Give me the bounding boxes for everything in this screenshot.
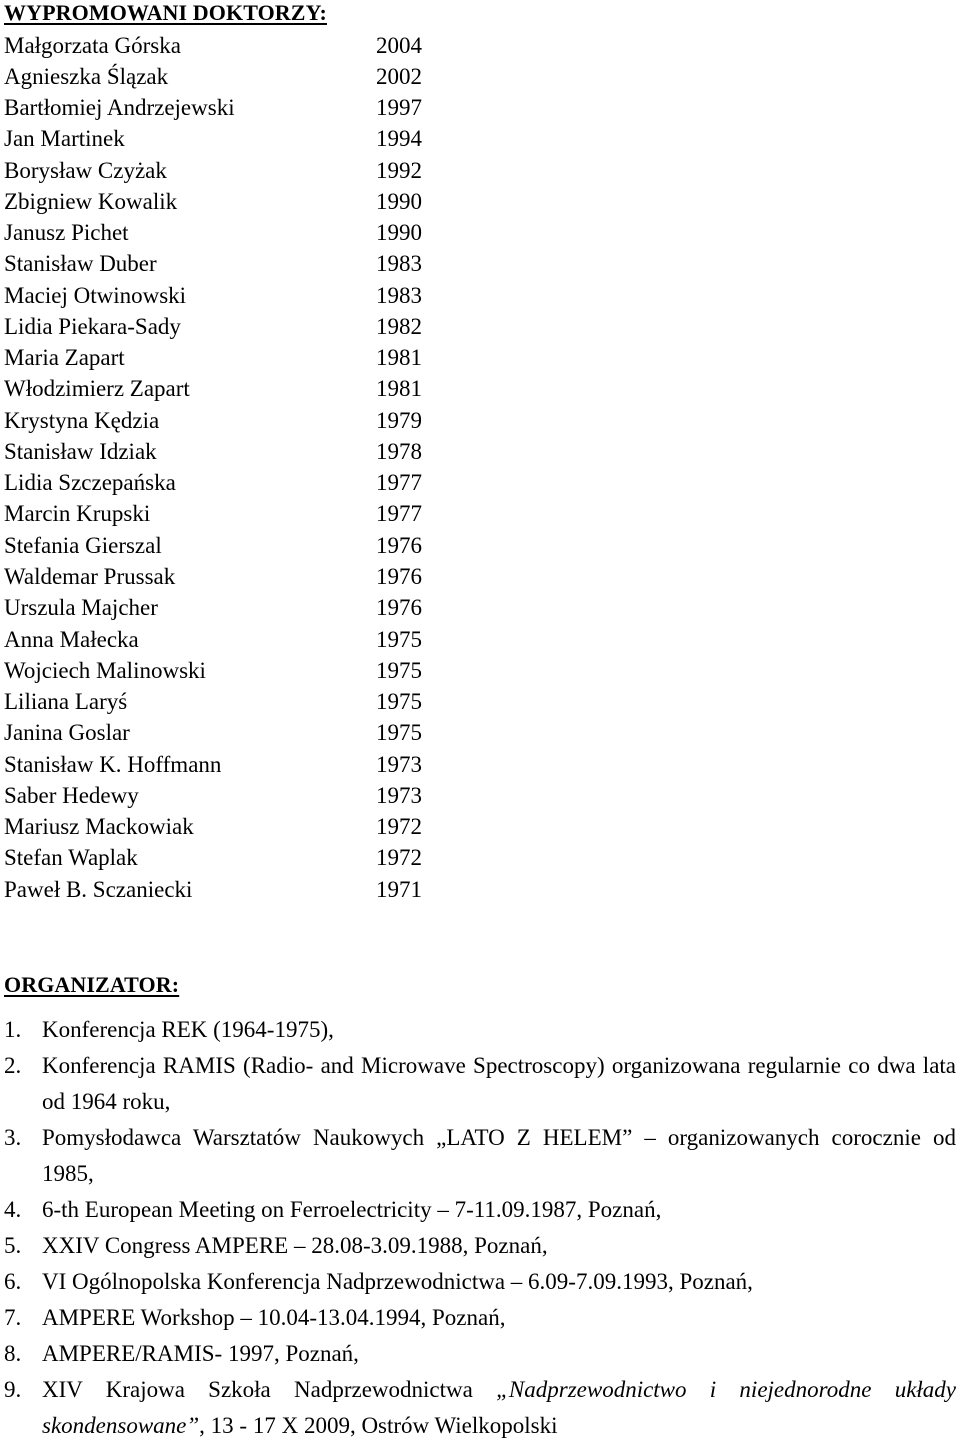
doctor-row <box>4 686 444 717</box>
doctor-row <box>4 780 444 811</box>
doctor-name: Lidia Szczepańska <box>4 470 176 496</box>
doctor-name: Stanisław Duber <box>4 251 157 277</box>
organizer-item-text-end: , 13 - 17 X 2009, Ostrów Wielkopolski <box>199 1413 558 1438</box>
organizer-item-text: Konferencja RAMIS (Radio- and Microwave Spectroscopy) organizowana regularnie co dwa lata od 1964 roku, <box>42 1053 956 1114</box>
doctor-year: 1977 <box>376 501 422 527</box>
doctor-name: Maciej Otwinowski <box>4 282 187 308</box>
doctor-row <box>4 61 444 92</box>
doctor-name: Stefania Gierszal <box>4 532 162 558</box>
organizer-item-text: XXIV Congress AMPERE – 28.08-3.09.1988, Poznań, <box>42 1233 548 1258</box>
organizer-item-number: 5. <box>4 1233 22 1258</box>
organizer-item-number: 9. <box>4 1377 22 1402</box>
doctor-year: 1977 <box>376 470 422 496</box>
doctor-year: 1976 <box>376 595 422 621</box>
organizer-item-text: AMPERE Workshop – 10.04-13.04.1994, Poznań, <box>42 1305 506 1330</box>
doctor-name: Stefan Waplak <box>4 845 138 871</box>
doctor-name: Marcin Krupski <box>4 501 151 527</box>
doctor-name: Waldemar Prussak <box>4 564 176 590</box>
doctor-name: Stanisław Idziak <box>4 438 157 464</box>
doctor-year: 1975 <box>376 626 422 652</box>
doctor-row <box>4 217 444 248</box>
organizer-item-text-italic: „Nadprzewodnictwo i niejednorodne układy skondensowane” <box>42 1377 956 1438</box>
doctor-row <box>4 530 444 561</box>
doctor-row <box>4 405 444 436</box>
doctor-year: 1975 <box>376 720 422 746</box>
organizer-item <box>4 1012 956 1048</box>
doctor-row <box>4 92 444 123</box>
doctor-year: 1997 <box>376 95 422 121</box>
doctor-year: 1973 <box>376 751 422 777</box>
doctor-name: Bartłomiej Andrzejewski <box>4 95 235 121</box>
organizer-item <box>4 1120 956 1192</box>
doctors-list <box>4 30 444 905</box>
doctor-row <box>4 811 444 842</box>
doctor-year: 1979 <box>376 407 422 433</box>
doctor-year: 1994 <box>376 126 422 152</box>
doctor-row <box>4 749 444 780</box>
doctor-row <box>4 467 444 498</box>
organizer-item-text: 6-th European Meeting on Ferroelectricity – 7-11.09.1987, Poznań, <box>42 1197 662 1222</box>
organizer-heading: ORGANIZATOR: <box>4 972 180 997</box>
organizer-item-number: 7. <box>4 1305 22 1330</box>
organizer-item <box>4 1228 956 1264</box>
doctor-row <box>4 624 444 655</box>
doctor-row <box>4 874 444 905</box>
organizer-item <box>4 1300 956 1336</box>
organizer-item-number: 2. <box>4 1053 22 1078</box>
organizer-item <box>4 1048 956 1120</box>
organizer-item <box>4 1336 956 1372</box>
organizer-item <box>4 1264 956 1300</box>
organizer-item-number: 4. <box>4 1197 22 1222</box>
doctor-year: 2002 <box>376 63 422 89</box>
organizer-item-number: 6. <box>4 1269 22 1294</box>
doctor-year: 1981 <box>376 376 422 402</box>
doctor-row <box>4 561 444 592</box>
doctor-row <box>4 30 444 61</box>
doctor-row <box>4 342 444 373</box>
doctor-row <box>4 280 444 311</box>
doctor-row <box>4 436 444 467</box>
doctor-year: 1990 <box>376 188 422 214</box>
doctor-row <box>4 186 444 217</box>
organizer-item-text-plain: XIV Krajowa Szkoła Nadprzewodnictwa <box>42 1377 497 1402</box>
doctor-name: Małgorzata Górska <box>4 32 181 58</box>
doctor-year: 2004 <box>376 32 422 58</box>
doctor-row <box>4 498 444 529</box>
doctor-name: Janina Goslar <box>4 720 130 746</box>
doctor-row <box>4 842 444 873</box>
doctor-name: Anna Małecka <box>4 626 139 652</box>
doctor-name: Maria Zapart <box>4 345 125 371</box>
doctor-name: Janusz Pichet <box>4 220 129 246</box>
doctor-year: 1983 <box>376 251 422 277</box>
organizer-item-number: 3. <box>4 1125 22 1150</box>
doctor-row <box>4 248 444 279</box>
doctor-row <box>4 155 444 186</box>
doctor-name: Jan Martinek <box>4 126 125 152</box>
doctor-name: Liliana Laryś <box>4 689 128 715</box>
organizer-item-text: VI Ogólnopolska Konferencja Nadprzewodnictwa – 6.09-7.09.1993, Poznań, <box>42 1269 753 1294</box>
doctor-year: 1978 <box>376 438 422 464</box>
doctor-name: Saber Hedewy <box>4 782 139 808</box>
doctor-name: Wojciech Malinowski <box>4 657 206 683</box>
organizer-item-text: Pomysłodawca Warsztatów Naukowych „LATO Z HELEM” – organizowanych corocznie od 1985, <box>42 1125 956 1186</box>
doctor-row <box>4 592 444 623</box>
doctor-name: Włodzimierz Zapart <box>4 376 190 402</box>
doctor-row <box>4 373 444 404</box>
organizer-item <box>4 1192 956 1228</box>
doctor-name: Krystyna Kędzia <box>4 407 160 433</box>
doctor-year: 1981 <box>376 345 422 371</box>
doctor-year: 1976 <box>376 564 422 590</box>
doctor-year: 1972 <box>376 845 422 871</box>
doctor-row <box>4 655 444 686</box>
organizer-item-text <box>42 1372 956 1444</box>
doctor-name: Stanisław K. Hoffmann <box>4 751 222 777</box>
doctor-year: 1976 <box>376 532 422 558</box>
doctor-year: 1975 <box>376 689 422 715</box>
doctor-year: 1972 <box>376 814 422 840</box>
doctor-name: Paweł B. Sczaniecki <box>4 876 193 902</box>
doctor-row <box>4 311 444 342</box>
organizer-item-text: AMPERE/RAMIS- 1997, Poznań, <box>42 1341 359 1366</box>
doctor-name: Urszula Majcher <box>4 595 158 621</box>
organizer-item-text: Konferencja REK (1964-1975), <box>42 1017 334 1042</box>
doctor-year: 1983 <box>376 282 422 308</box>
organizer-list <box>4 1012 956 1444</box>
doctors-heading: WYPROMOWANI DOKTORZY: <box>4 0 327 25</box>
doctor-name: Lidia Piekara-Sady <box>4 313 181 339</box>
doctor-year: 1973 <box>376 782 422 808</box>
organizer-item-number: 1. <box>4 1017 22 1042</box>
doctor-name: Borysław Czyżak <box>4 157 167 183</box>
doctor-year: 1992 <box>376 157 422 183</box>
doctor-name: Mariusz Mackowiak <box>4 814 194 840</box>
doctor-name: Zbigniew Kowalik <box>4 188 178 214</box>
doctor-year: 1990 <box>376 220 422 246</box>
organizer-item <box>4 1372 956 1444</box>
doctor-row <box>4 123 444 154</box>
doctor-name: Agnieszka Ślązak <box>4 63 169 89</box>
doctor-row <box>4 717 444 748</box>
doctor-year: 1971 <box>376 876 422 902</box>
organizer-item-number: 8. <box>4 1341 22 1366</box>
doctor-year: 1982 <box>376 313 422 339</box>
doctor-year: 1975 <box>376 657 422 683</box>
